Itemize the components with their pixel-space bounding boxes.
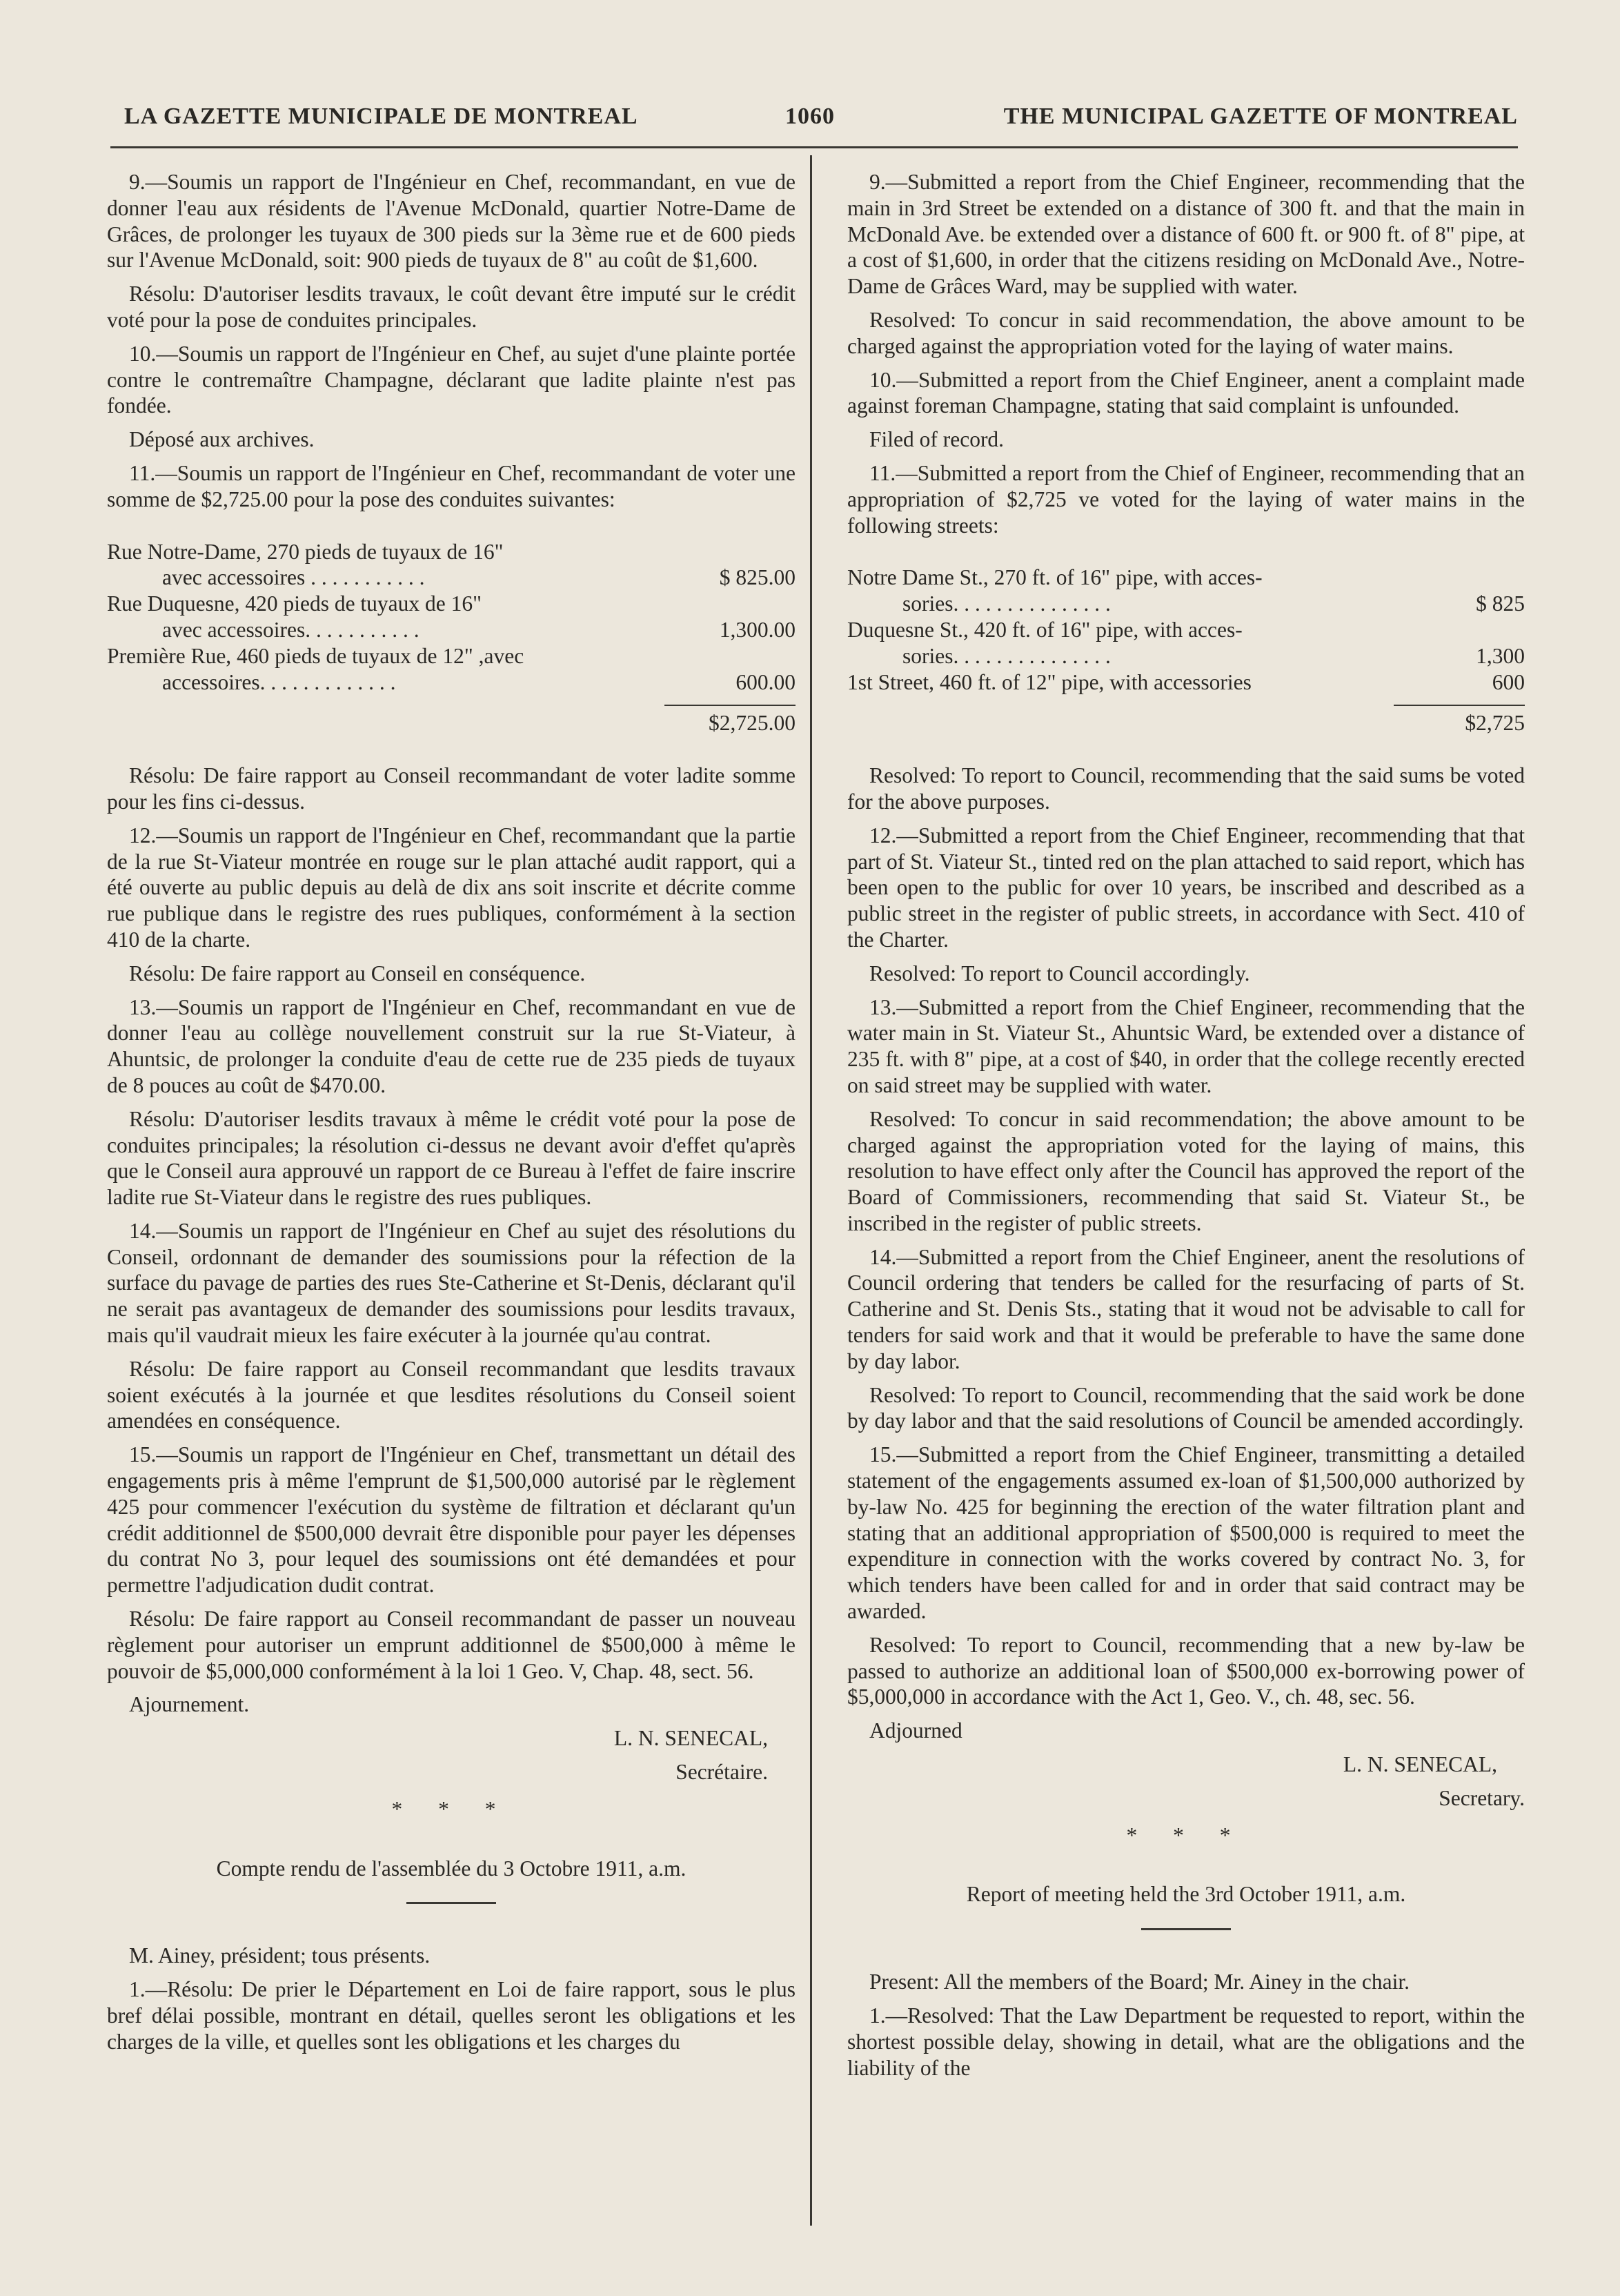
item-15-report: 15.—Soumis un rapport de l'Ingénieur en Chef, transmettant un détail des engagements pris à même l'emprunt de $1,500,000 autorisé par le règlement 425 pour commencer l'exécution du système de filtration et déclarant qu'un crédit additionnel de $500,000 devrait être disponible pour payer les dépenses du contrat No 3, pour lequel des soumissions ont été demandées et pour permettre l'adjudication dudit contrat. (107, 1442, 796, 1598)
table-row (107, 643, 796, 669)
item-10-report: 10.—Submitted a report from the Chief Engineer, anent a complaint made against foreman Champagne, stating that said complaint is unfounded. (847, 367, 1525, 418)
table-row (847, 643, 1525, 669)
attendance: Present: All the members of the Board; Mr. Ainey in the chair. (869, 1970, 1410, 1994)
item-10-resolution: Filed of record. (869, 427, 1005, 452)
short-rule (406, 1902, 496, 1904)
table-row (107, 669, 796, 696)
item-15-resolution: Resolved: To report to Council, recommending that a new by-law be passed to authorize an additional loan of $500,000 ex-borrowing power of $5,000,000 in accordance with the Act 1, Geo. V., ch. 48, sec. 56. (847, 1632, 1525, 1709)
meeting-report-title: Report of meeting held the 3rd October 1911, a.m. (966, 1882, 1406, 1907)
table-row-desc: sories. . . . . . . . . . . . . . . (902, 643, 1111, 668)
table-row (847, 591, 1525, 617)
table-row-desc: accessoires. . . . . . . . . . . . . (162, 669, 396, 694)
table-row-desc: avec accessoires. . . . . . . . . . . (162, 617, 419, 642)
item-14-resolution: Resolved: To report to Council, recommending that the said work be done by day labor and that the said resolutions of Council be amended accordingly. (847, 1382, 1525, 1433)
adjournment: Adjourned (869, 1718, 962, 1743)
table-row (107, 617, 796, 643)
adjournment: Ajournement. (129, 1692, 250, 1717)
table-row (107, 539, 796, 565)
item-9-resolution: Résolu: D'autoriser lesdits travaux, le coût devant être imputé sur le crédit voté pour la pose de conduites principales. (107, 282, 796, 332)
total-rule (664, 705, 796, 706)
table-total: $2,725 (1465, 711, 1525, 736)
header-title-french: LA GAZETTE MUNICIPALE DE MONTREAL (124, 104, 638, 129)
pipe-cost-table (847, 565, 1525, 736)
item-12-resolution: Résolu: De faire rapport au Conseil en conséquence. (129, 961, 586, 985)
table-row-desc: 1st Street, 460 ft. of 12" pipe, with accessories (847, 669, 1252, 694)
item-12-report: 12.—Soumis un rapport de l'Ingénieur en Chef, recommandant que la partie de la rue St-Viateur montrée en rouge sur le plan attaché audit rapport, qui a été ouverte au public depuis au delà de dix ans soit inscrite et décrite comme rue publique dans le registre des rues publiques, conformément à la section 410 de la charte. (107, 823, 796, 952)
item-14-report: 14.—Submitted a report from the Chief Engineer, anent the resolutions of Council ordering that tenders be called for the resurfacing of parts of St. Catherine and St. Denis Sts., stating that it woud not be advisable to call for tenders for said work and that it would be preferable to have the same done by day labor. (847, 1244, 1525, 1373)
item-11-report: 11.—Submitted a report from the Chief of Engineer, recommending that an appropriation of $2,725 ve voted for the laying of water mains in the following streets: (847, 460, 1525, 538)
item-12-resolution: Resolved: To report to Council accordingly. (869, 961, 1250, 985)
french-column (107, 169, 796, 2063)
table-row (847, 617, 1525, 643)
column-divider (810, 155, 812, 2226)
table-row-amount: 1,300.00 (719, 617, 796, 642)
table-row (107, 565, 796, 591)
table-total: $2,725.00 (709, 711, 796, 736)
item-1-resolution: 1.—Resolved: That the Law Department be requested to report, within the shortest possible delay, showing in detail, what are the obligations and the liability of the (847, 2003, 1525, 2080)
short-rule (1141, 1928, 1231, 1930)
table-row (847, 669, 1525, 696)
item-1-resolution: 1.—Résolu: De prier le Département en Loi de faire rapport, sous le plus bref délai possible, montrant en détail, quelles seront les obligations et les charges de la ville, et quelles sont les obligations et les charges du (107, 1977, 796, 2054)
item-13-resolution: Résolu: D'autoriser lesdits travaux à même le crédit voté pour la pose de conduites principales; la résolution ci-dessus ne devant avoir d'effet qu'après que le Conseil aura approuvé un rapport de ce Bureau à l'effet de faire inscrire ladite rue St-Viateur dans le registre des rues publiques. (107, 1106, 796, 1210)
signature-title: Secretary. (1439, 1785, 1525, 1810)
section-separator: * * * (1126, 1823, 1246, 1847)
signature-name: L. N. SENECAL, (613, 1726, 768, 1751)
item-15-report: 15.—Submitted a report from the Chief Engineer, transmitting a detailed statement of the engagements assumed ex-loan of $1,500,000 authorized by by-law No. 425 for beginning the erection of the water filtration plant and stating that an additional appropriation of $500,000 is required to meet the expenditure in connection with the works covered by contract No. 3, for which tenders have been called for and in order that said contract may be awarded. (847, 1442, 1525, 1624)
page-header (124, 104, 1518, 138)
table-row-amount: 1,300 (1476, 643, 1525, 668)
table-row-desc: Rue Notre-Dame, 270 pieds de tuyaux de 16" (107, 539, 504, 564)
meeting-report-title: Compte rendu de l'assemblée du 3 Octobre 1911, a.m. (216, 1856, 686, 1881)
table-row-desc: Duquesne St., 420 ft. of 16" pipe, with acces- (847, 617, 1243, 642)
table-row-amount: $ 825 (1476, 591, 1525, 616)
table-row-desc: Première Rue, 460 pieds de tuyaux de 12" ,avec (107, 643, 524, 668)
table-row-desc: sories. . . . . . . . . . . . . . . (902, 591, 1111, 616)
item-10-report: 10.—Soumis un rapport de l'Ingénieur en Chef, au sujet d'une plainte portée contre le contremaître Champagne, déclarant que ladite plainte n'est pas fondée. (107, 341, 796, 418)
header-title-english: THE MUNICIPAL GAZETTE OF MONTREAL (1003, 104, 1518, 129)
item-12-report: 12.—Submitted a report from the Chief Engineer, recommending that that part of St. Viateur St., tinted red on the plan attached to said report, which has been open to the public for over 10 years, be inscribed and described as a public street in the register of public streets, in accordance with Sect. 410 of the Charter. (847, 823, 1525, 952)
section-separator: * * * (391, 1796, 511, 1821)
english-column (847, 169, 1525, 2088)
item-9-resolution: Resolved: To concur in said recommendation, the above amount to be charged against the appropriation voted for the laying of water mains. (847, 307, 1525, 358)
table-row (847, 565, 1525, 591)
table-row-desc: avec accessoires . . . . . . . . . . . (162, 565, 425, 590)
signature-name: L. N. SENECAL, (1343, 1752, 1497, 1777)
header-rule (110, 146, 1518, 148)
item-13-resolution: Resolved: To concur in said recommendation; the above amount to be charged against the appropriation voted for the laying of mains, this resolution to have effect only after the Council has approved the report of the Board of Commissioners, recommending that said St. Viateur St., be inscribed in the register of public streets. (847, 1106, 1525, 1235)
table-row-amount: 600.00 (735, 669, 796, 694)
item-11-resolution: Résolu: De faire rapport au Conseil recommandant de voter ladite somme pour les fins ci-dessus. (107, 763, 796, 814)
table-row-desc: Notre Dame St., 270 ft. of 16" pipe, with acces- (847, 565, 1263, 590)
table-row-desc: Rue Duquesne, 420 pieds de tuyaux de 16" (107, 591, 482, 616)
item-9-report: 9.—Soumis un rapport de l'Ingénieur en Chef, recommandant, en vue de donner l'eau aux résidents de l'Avenue McDonald, quartier Notre-Dame de Grâces, de prolonger les tuyaux de 300 pieds sur la 3ème rue et de 600 pieds sur l'Avenue McDonald, soit: 900 pieds de tuyaux de 8" au coût de $1,600. (107, 170, 796, 273)
item-14-resolution: Résolu: De faire rapport au Conseil recommandant que lesdits travaux soient exécutés à la journée et que lesdites résolutions du Conseil soient amendées en conséquence. (107, 1356, 796, 1433)
pipe-cost-table (107, 539, 796, 737)
item-15-resolution: Résolu: De faire rapport au Conseil recommandant de passer un nouveau règlement pour autoriser un emprunt additionnel de $500,000 à même le pouvoir de $5,000,000 conformément à la loi 1 Geo. V, Chap. 48, sect. 56. (107, 1607, 796, 1683)
item-13-report: 13.—Soumis un rapport de l'Ingénieur en Chef, recommandant en vue de donner l'eau au collège nouvellement construit sur la rue St-Viateur, à Ahuntsic, de prolonger la conduite d'eau de cette rue de 235 pieds de tuyaux de 8 pouces au coût de $470.00. (107, 994, 796, 1097)
item-10-resolution: Déposé aux archives. (129, 427, 315, 452)
page-number: 1060 (785, 104, 835, 129)
item-11-report: 11.—Soumis un rapport de l'Ingénieur en Chef, recommandant de voter une somme de $2,725.00 pour la pose des conduites suivantes: (107, 460, 796, 511)
table-row (107, 591, 796, 617)
item-11-resolution: Resolved: To report to Council, recommending that the said sums be voted for the above purposes. (847, 763, 1525, 814)
table-row-amount: $ 825.00 (719, 565, 796, 590)
item-14-report: 14.—Soumis un rapport de l'Ingénieur en Chef au sujet des résolutions du Conseil, ordonnant de demander des soumissions pour la réfection de la surface du pavage de parties des rues Ste-Catherine et St-Denis, déclarant qu'il ne serait pas avantageux de demander des soumissions pour lesdits travaux, mais qu'il vaudrait mieux les faire exécuter à la journée qu'au contrat. (107, 1218, 796, 1348)
total-rule (1394, 705, 1525, 706)
signature-title: Secrétaire. (675, 1760, 768, 1785)
item-13-report: 13.—Submitted a report from the Chief Engineer, recommending that the water main in St. Viateur St., Ahuntsic Ward, be extended over a distance of 235 ft. with 8" pipe, at a cost of $40, in order that the college recently erected on said street may be supplied with water. (847, 994, 1525, 1097)
table-row-amount: 600 (1492, 669, 1525, 694)
item-9-report: 9.—Submitted a report from the Chief Engineer, recommending that the main in 3rd Street be extended on a distance of 300 ft. and that the main in McDonald Ave. be extended over a distance of 600 ft. or 900 ft. of 8" pipe, at a cost of $1,600, in order that the citizens residing on McDonald Ave., Notre-Dame de Grâces Ward, may be supplied with water. (847, 170, 1525, 299)
attendance: M. Ainey, président; tous présents. (129, 1943, 431, 1968)
